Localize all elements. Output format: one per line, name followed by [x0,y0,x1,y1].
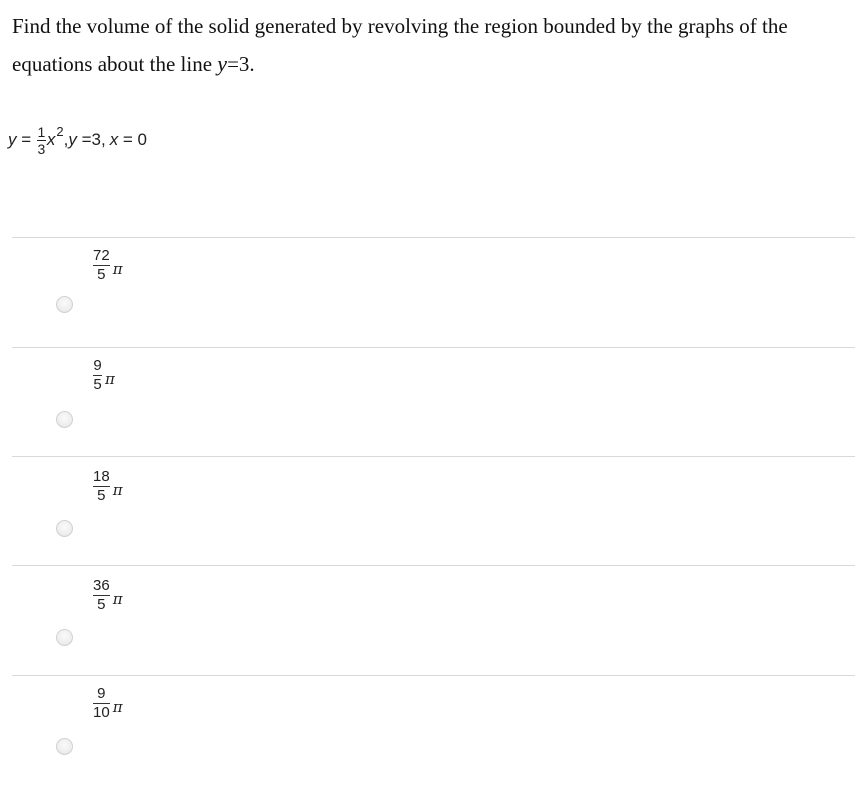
answer-fraction [93,248,110,283]
equation-exponent: 2 [56,123,64,139]
answer-expression [92,469,123,504]
answer-expression [92,686,123,721]
answer-expression [92,248,123,283]
answer-denominator: 10 [93,704,110,721]
answer-expression [92,358,115,393]
given-equations [8,116,147,164]
answer-numerator: 72 [93,247,110,264]
answer-fraction [93,469,110,504]
answer-expression [92,578,123,613]
answer-option-4[interactable] [0,566,855,675]
answer-fraction [93,578,110,613]
answer-denominator: 5 [97,266,106,283]
answer-numerator: 36 [93,577,110,594]
answer-fraction [93,358,102,393]
equation-y1: y [8,130,17,149]
answer-denominator: 5 [97,487,106,504]
radio-button[interactable] [56,296,73,313]
equation-x2: x [109,130,119,149]
equation-fraction-denominator: 3 [37,140,46,157]
answer-numerator: 9 [93,357,102,374]
radio-button[interactable] [56,629,73,646]
answer-fraction [93,686,110,721]
pi-symbol: π [105,369,115,388]
pi-symbol: π [112,589,123,608]
question-line-variable: y [217,51,228,76]
answer-numerator: 9 [97,685,106,702]
radio-button[interactable] [56,520,73,537]
equation-fraction-numerator: 1 [37,123,46,140]
radio-button[interactable] [56,738,73,755]
answer-option-2[interactable] [0,348,855,457]
question-prompt: Find the volume of the solid generated by revolving the region bounded by the graphs of the equations about the line [12,14,788,76]
equation-equals-3: = 0 [118,130,148,149]
equation-separator: , [63,130,69,149]
question-text [12,8,852,83]
equation-fraction [37,125,46,156]
pi-symbol: π [112,259,123,278]
equation-y2: y [68,130,77,149]
pi-symbol: π [112,697,123,716]
question-line-value: =3. [227,52,255,76]
answer-option-1[interactable] [0,238,855,347]
answer-denominator: 5 [97,596,106,613]
equation-x-term: x [46,130,56,149]
equation-equals-2: =3, [76,130,106,149]
answer-option-5[interactable] [0,676,855,785]
answer-numerator: 18 [93,468,110,485]
equation-equals-1: = [16,130,36,149]
pi-symbol: π [112,480,123,499]
answer-option-3[interactable] [0,457,855,566]
radio-button[interactable] [56,411,73,428]
answer-denominator: 5 [93,376,102,393]
